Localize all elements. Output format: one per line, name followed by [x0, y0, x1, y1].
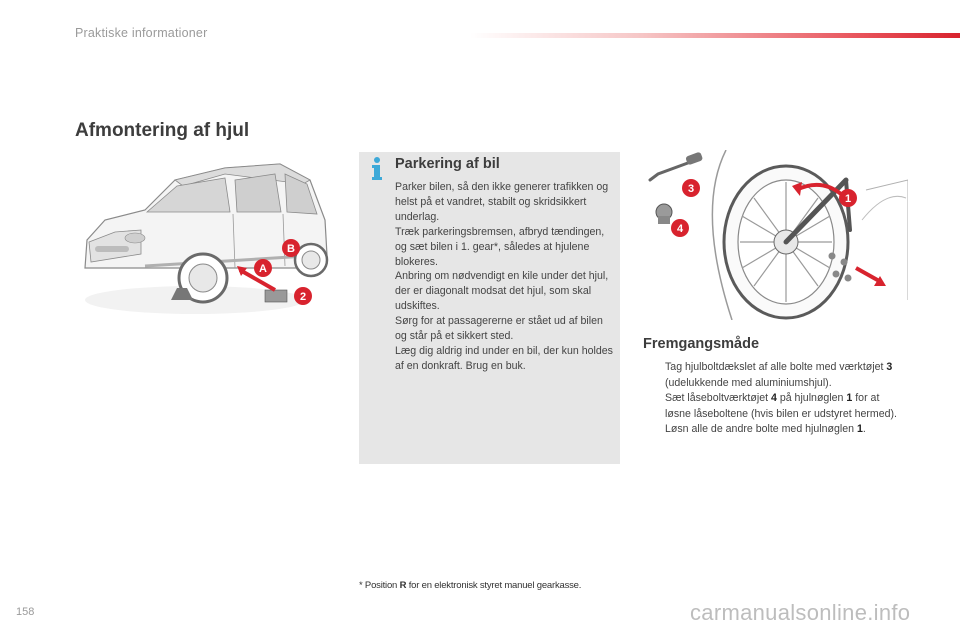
page-number: 158 — [16, 606, 35, 618]
info-box-title: Parkering af bil — [395, 156, 500, 172]
step-text: på hjulnøglen — [776, 392, 847, 404]
procedure-step — [643, 391, 908, 422]
procedure-steps — [643, 360, 908, 438]
info-paragraph: Træk parkeringsbremsen, afbryd tændingen, og sæt bilen i 1. gear*, således at hjulene blokeres. — [395, 225, 605, 268]
footnote-text: * Position — [359, 580, 400, 591]
callout-4: 4 — [676, 223, 684, 235]
footnote-ref: R — [399, 580, 407, 591]
info-icon — [369, 156, 385, 182]
step-ref: 4 — [770, 392, 777, 404]
callout-a: A — [259, 263, 267, 275]
page-title: Afmontering af hjul — [75, 120, 250, 141]
step-text: . — [862, 423, 866, 435]
step-text: (udelukkende med aluminiumshjul). — [665, 376, 832, 389]
callout-1: 1 — [844, 193, 852, 205]
step-text: Tag hjulboltdækslet af alle bolte med værktøjet — [665, 361, 887, 373]
callout-2: 2 — [299, 291, 307, 303]
info-paragraph: Parker bilen, så den ikke generer trafikken og helst på et vandret, stabilt og skridsikkert underlag. — [395, 181, 609, 223]
procedure-title: Fremgangsmåde — [643, 336, 760, 352]
car-jack-illustration — [75, 150, 345, 325]
info-paragraph: Anbring om nødvendigt en kile under det hjul, der er diagonalt modsat det hjul, som skal udskiftes. — [395, 270, 609, 313]
info-paragraph: Sørg for at passagererne er stået ud af bilen og står på et sikkert sted. — [395, 315, 603, 343]
header-accent-bar — [470, 33, 960, 38]
procedure-step — [643, 360, 908, 391]
footnote — [359, 580, 581, 591]
step-ref: 1 — [857, 423, 863, 435]
callout-3: 3 — [687, 183, 695, 195]
wheel-tools-illustration — [636, 150, 908, 320]
step-ref: 1 — [846, 392, 853, 404]
watermark: carmanualsonline.info — [690, 600, 911, 625]
step-text: Løsn alle de andre bolte med hjulnøglen — [665, 423, 857, 435]
info-box-text — [395, 180, 617, 374]
info-box-parking — [359, 152, 620, 464]
step-text: Sæt låseboltværktøjet — [665, 392, 771, 404]
section-header: Praktiske informationer — [75, 26, 208, 40]
footnote-text: for en elektronisk styret manuel gearkasse. — [406, 580, 582, 591]
step-text: for at løsne låseboltene (hvis bilen er udstyret hermed). — [665, 392, 897, 420]
procedure-step — [643, 422, 908, 438]
step-ref: 3 — [886, 361, 893, 373]
info-paragraph: Læg dig aldrig ind under en bil, der kun holdes af en donkraft. Brug en buk. — [395, 344, 613, 372]
callout-b: B — [287, 243, 295, 255]
